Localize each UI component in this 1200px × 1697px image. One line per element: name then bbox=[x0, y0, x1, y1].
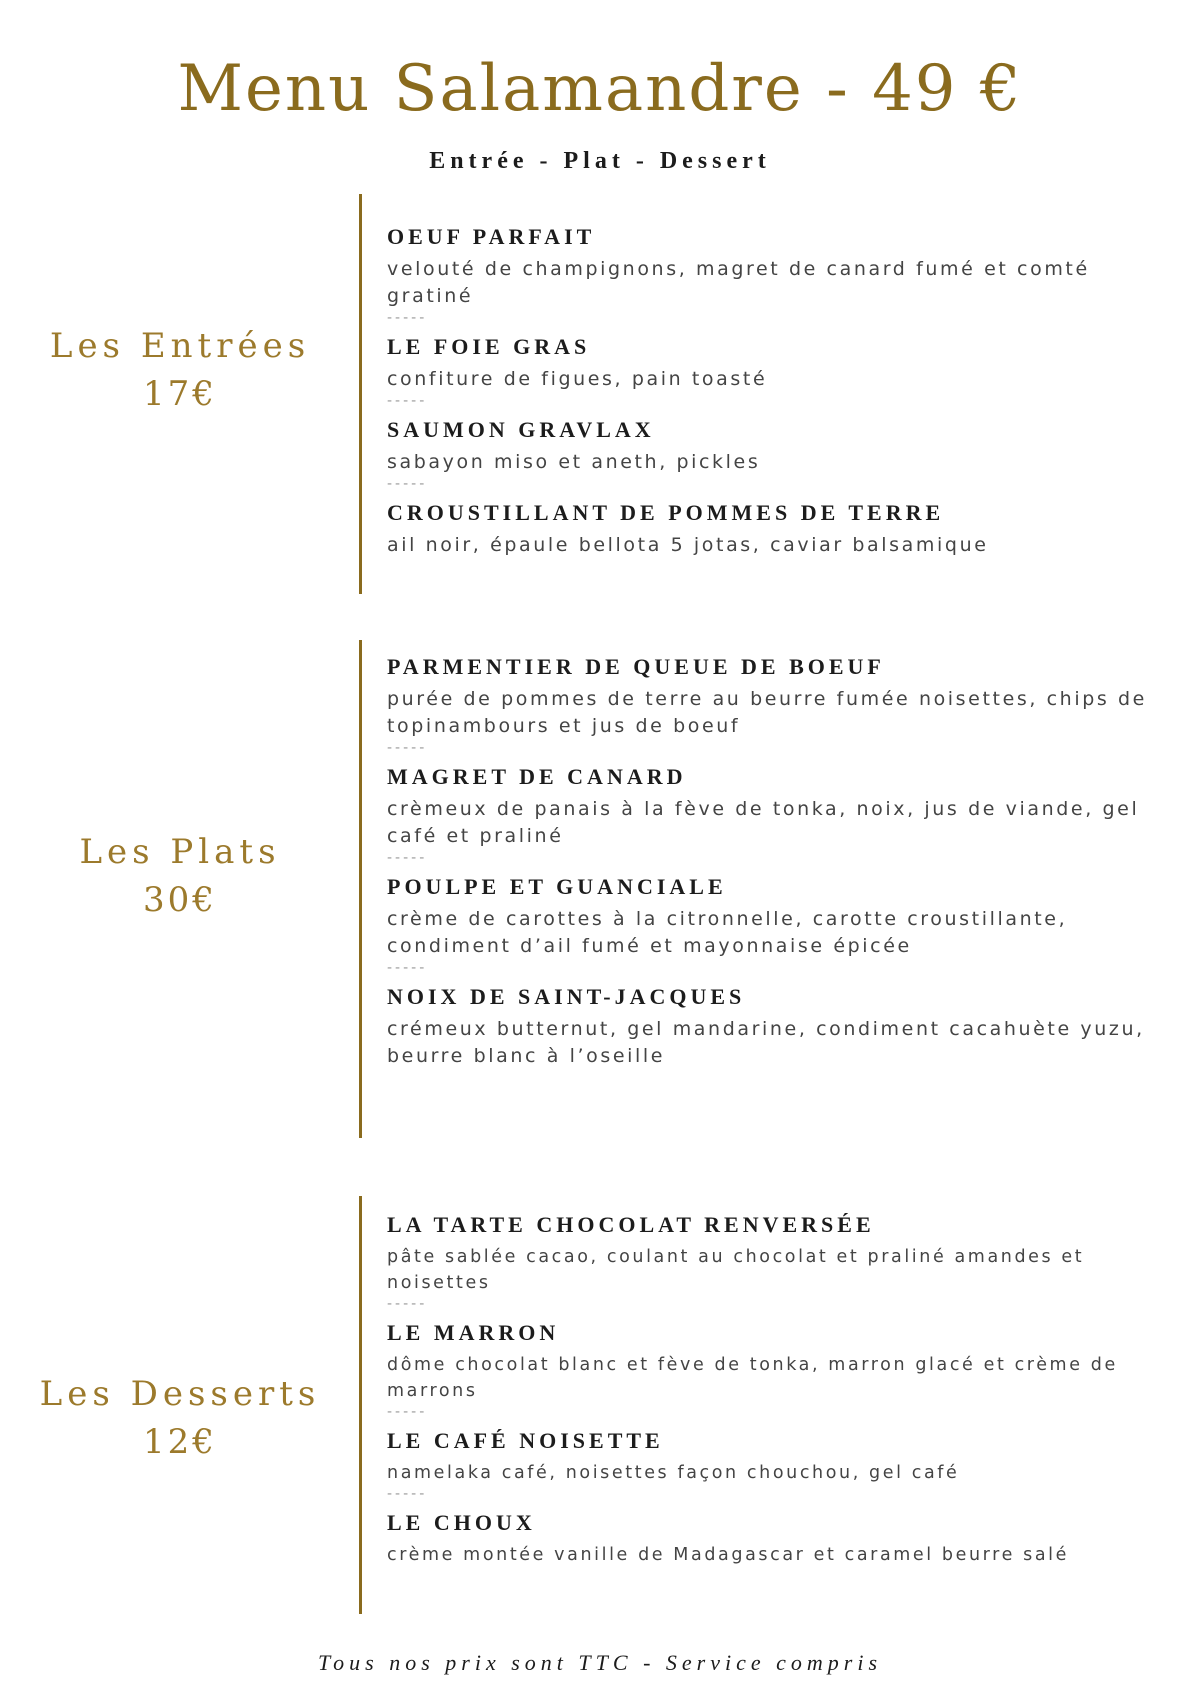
item-description: sabayon miso et aneth, pickles bbox=[387, 451, 761, 473]
items-list-desserts bbox=[387, 1204, 1177, 1568]
section-price: 17€ bbox=[143, 374, 217, 414]
item-name: POULPE ET GUANCIALE bbox=[387, 874, 727, 899]
section-label-desserts bbox=[30, 1370, 330, 1466]
section-price: 12€ bbox=[143, 1422, 217, 1462]
section-label-plats bbox=[30, 828, 330, 924]
list-item bbox=[387, 1210, 1177, 1296]
item-separator: ----- bbox=[387, 960, 428, 976]
item-name: OEUF PARFAIT bbox=[387, 224, 596, 249]
item-name: LA TARTE CHOCOLAT RENVERSÉE bbox=[387, 1212, 875, 1237]
menu-title: Menu Salamandre - 49 € bbox=[177, 52, 1023, 126]
list-item bbox=[387, 498, 1177, 559]
item-name: LE CAFÉ NOISETTE bbox=[387, 1428, 664, 1453]
item-description: crème montée vanille de Madagascar et caramel beurre salé bbox=[387, 1545, 1069, 1565]
item-separator: ----- bbox=[387, 1296, 428, 1312]
item-description: namelaka café, noisettes façon chouchou, gel café bbox=[387, 1463, 960, 1483]
item-name: CROUSTILLANT DE POMMES DE TERRE bbox=[387, 500, 945, 525]
section-divider-line bbox=[359, 1196, 362, 1614]
item-separator: ----- bbox=[387, 740, 428, 756]
item-name: LE FOIE GRAS bbox=[387, 334, 591, 359]
list-item bbox=[387, 982, 1177, 1070]
item-separator: ----- bbox=[387, 850, 428, 866]
item-separator: ----- bbox=[387, 1404, 428, 1420]
item-description: pâte sablée cacao, coulant au chocolat et praliné amandes et noisettes bbox=[387, 1247, 1085, 1293]
menu-subtitle: Entrée - Plat - Dessert bbox=[429, 148, 771, 174]
item-name: PARMENTIER DE QUEUE DE BOEUF bbox=[387, 654, 885, 679]
item-separator: ----- bbox=[387, 310, 428, 326]
section-title: Les Entrées bbox=[49, 326, 311, 366]
list-item bbox=[387, 1318, 1177, 1404]
item-description: velouté de champignons, magret de canard fumé et comté gratiné bbox=[387, 258, 1090, 307]
items-list-plats bbox=[387, 646, 1177, 1070]
item-description: dôme chocolat blanc et fève de tonka, marron glacé et crème de marrons bbox=[387, 1355, 1118, 1401]
footer-note: Tous nos prix sont TTC - Service compris bbox=[317, 1650, 883, 1675]
section-price: 30€ bbox=[143, 880, 217, 920]
item-separator: ----- bbox=[387, 1486, 428, 1502]
item-name: LE MARRON bbox=[387, 1320, 560, 1345]
item-name: SAUMON GRAVLAX bbox=[387, 417, 655, 442]
section-title: Les Desserts bbox=[39, 1374, 321, 1414]
list-item bbox=[387, 415, 1177, 476]
item-name: LE CHOUX bbox=[387, 1510, 536, 1535]
item-description: purée de pommes de terre au beurre fumée noisettes, chips de topinambours et jus de boeuf bbox=[387, 688, 1147, 737]
items-list-entrees bbox=[387, 216, 1177, 559]
item-description: confiture de figues, pain toasté bbox=[387, 368, 768, 390]
list-item bbox=[387, 1426, 1177, 1486]
list-item bbox=[387, 652, 1177, 740]
item-description: crèmeux de panais à la fève de tonka, noix, jus de viande, gel café et praliné bbox=[387, 798, 1140, 847]
list-item bbox=[387, 332, 1177, 393]
list-item bbox=[387, 762, 1177, 850]
list-item bbox=[387, 222, 1177, 310]
section-divider-line bbox=[359, 194, 362, 594]
item-description: ail noir, épaule bellota 5 jotas, caviar balsamique bbox=[387, 534, 989, 556]
item-separator: ----- bbox=[387, 393, 428, 409]
section-title: Les Plats bbox=[79, 832, 281, 872]
section-label-entrees bbox=[30, 322, 330, 418]
item-description: crème de carottes à la citronnelle, carotte croustillante, condiment d’ail fumé et mayonnaise épicée bbox=[387, 908, 1068, 957]
section-divider-line bbox=[359, 640, 362, 1138]
list-item bbox=[387, 1508, 1177, 1568]
item-description: crémeux butternut, gel mandarine, condiment cacahuète yuzu, beurre blanc à l’oseille bbox=[387, 1018, 1145, 1067]
item-name: NOIX DE SAINT-JACQUES bbox=[387, 984, 746, 1009]
item-name: MAGRET DE CANARD bbox=[387, 764, 687, 789]
list-item bbox=[387, 872, 1177, 960]
item-separator: ----- bbox=[387, 476, 428, 492]
